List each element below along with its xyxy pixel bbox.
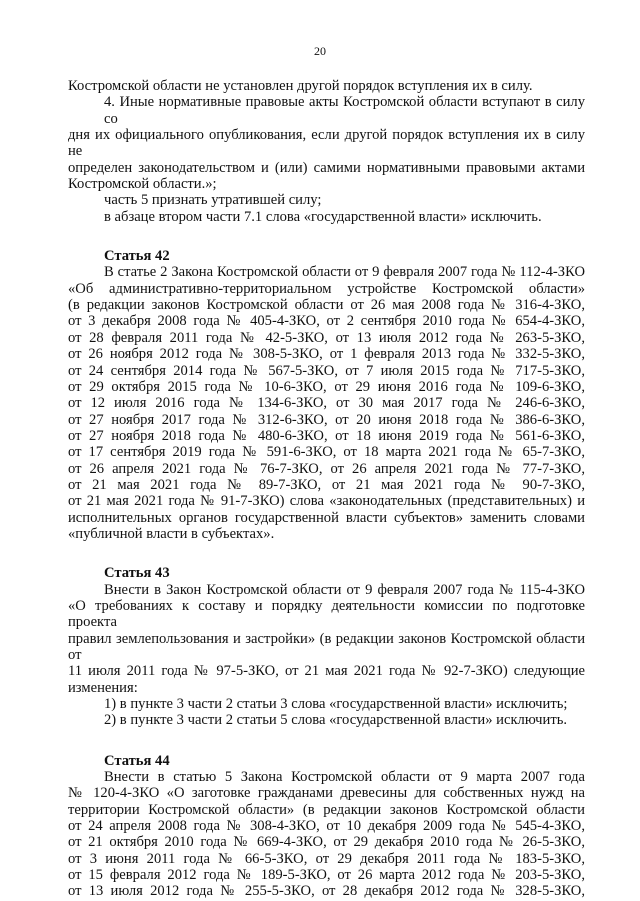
article-heading: Статья 44 [104, 752, 170, 769]
text-line: Костромской области.»; [68, 176, 217, 193]
text-line: 4. Иные нормативные правовые акты Костромской области вступают в силу со [104, 94, 585, 127]
text-line: от 3 декабря 2008 года № 405-4-ЗКО, от 2 сентября 2010 года № 654-4-ЗКО, [68, 313, 585, 330]
text-line: от 24 апреля 2008 года № 308-4-ЗКО, от 10 декабря 2009 года № 545-4-ЗКО, [68, 818, 585, 835]
section-gap [68, 542, 585, 565]
intro-section [68, 78, 585, 225]
text-line: от 21 мая 2021 года № 91-7-ЗКО) слова «законодательных (представительных) и [68, 493, 585, 510]
text-line: от 13 июля 2012 года № 255-5-ЗКО, от 28 декабря 2012 года № 328-5-ЗКО, [68, 883, 585, 900]
text-line: от 15 февраля 2012 года № 189-5-ЗКО, от 26 марта 2012 года № 203-5-ЗКО, [68, 867, 585, 884]
text-line: от 21 мая 2021 года № 89-7-ЗКО, от 21 мая 2021 года № 90-7-ЗКО, [68, 476, 585, 493]
text-line: определен законодательством и (или) самими нормативными правовыми актами [68, 159, 585, 176]
text-line: часть 5 признать утратившей силу; [104, 192, 322, 209]
text-line: от 29 октября 2015 года № 10-6-ЗКО, от 29 июня 2016 года № 109-6-ЗКО, [68, 378, 585, 395]
text-line: от 24 сентября 2014 года № 567-5-ЗКО, от 7 июля 2015 года № 717-5-ЗКО, [68, 362, 585, 379]
text-line: от 27 ноября 2017 года № 312-6-ЗКО, от 20 июня 2018 года № 386-6-ЗКО, [68, 411, 585, 428]
section-gap [68, 225, 585, 248]
text-line: от 28 февраля 2011 года № 42-5-ЗКО, от 13 июля 2012 года № 263-5-ЗКО, [68, 329, 585, 346]
text-line: 11 июля 2011 года № 97-5-ЗКО, от 21 мая 2021 года № 92-7-ЗКО) следующие [68, 663, 585, 680]
text-line: (в редакции законов Костромской области от 26 мая 2008 года № 316-4-ЗКО, [68, 297, 585, 314]
text-line: от 27 ноября 2018 года № 480-6-ЗКО, от 18 июня 2019 года № 561-6-ЗКО, [68, 427, 585, 444]
article-heading: Статья 42 [104, 248, 170, 265]
article-42 [68, 248, 585, 542]
article-44 [68, 753, 585, 900]
text-line: «Об административно-территориальном устройстве Костромской области» [68, 280, 585, 297]
text-line: Костромской области не установлен другой порядок вступления их в силу. [68, 78, 533, 94]
text-line: 2) в пункте 3 части 2 статьи 5 слова «государственной власти» исключить. [104, 712, 567, 729]
article-43 [68, 565, 585, 728]
text-line: 1) в пункте 3 части 2 статьи 3 слова «государственной власти» исключить; [104, 696, 568, 713]
text-line: Внести в Закон Костромской области от 9 февраля 2007 года № 115-4-ЗКО [104, 581, 585, 598]
text-line: от 21 октября 2010 года № 669-4-ЗКО, от 29 декабря 2010 года № 26-5-ЗКО, [68, 834, 585, 851]
text-line: № 120-4-ЗКО «О заготовке гражданами древесины для собственных нужд на [68, 785, 585, 802]
text-line: от 3 июня 2011 года № 66-5-ЗКО, от 29 декабря 2011 года № 183-5-ЗКО, [68, 850, 585, 867]
text-line: изменения: [68, 679, 138, 696]
text-line: «О требованиях к составу и порядку деятельности комиссии по подготовке проекта [68, 597, 585, 631]
text-line: исполнительных органов государственной власти субъектов» заменить словами [68, 509, 585, 526]
text-line: от 26 ноября 2012 года № 308-5-ЗКО, от 1 февраля 2013 года № 332-5-ЗКО, [68, 346, 585, 363]
text-line: от 12 июля 2016 года № 134-6-ЗКО, от 30 мая 2017 года № 246-6-ЗКО, [68, 395, 585, 412]
text-line: В статье 2 Закона Костромской области от 9 февраля 2007 года № 112-4-ЗКО [104, 264, 585, 281]
text-line: от 17 сентября 2019 года № 591-6-ЗКО, от 18 марта 2021 года № 65-7-ЗКО, [68, 444, 585, 461]
text-line: от 26 апреля 2021 года № 76-7-ЗКО, от 26 апреля 2021 года № 77-7-ЗКО, [68, 460, 585, 477]
document-body [68, 78, 585, 900]
section-gap [68, 729, 585, 753]
text-line: правил землепользования и застройки» (в редакции законов Костромской области от [68, 630, 585, 663]
text-line: территории Костромской области» (в редакции законов Костромской области [68, 801, 585, 818]
text-line: в абзаце втором части 7.1 слова «государственной власти» исключить. [104, 208, 542, 225]
text-line: дня их официального опубликования, если другой порядок вступления их в силу не [68, 127, 585, 160]
page-number: 20 [314, 44, 326, 58]
text-line: Внести в статью 5 Закона Костромской области от 9 марта 2007 года [104, 769, 585, 786]
text-line: «публичной власти в субъектах». [68, 525, 275, 542]
article-heading: Статья 43 [104, 565, 170, 582]
